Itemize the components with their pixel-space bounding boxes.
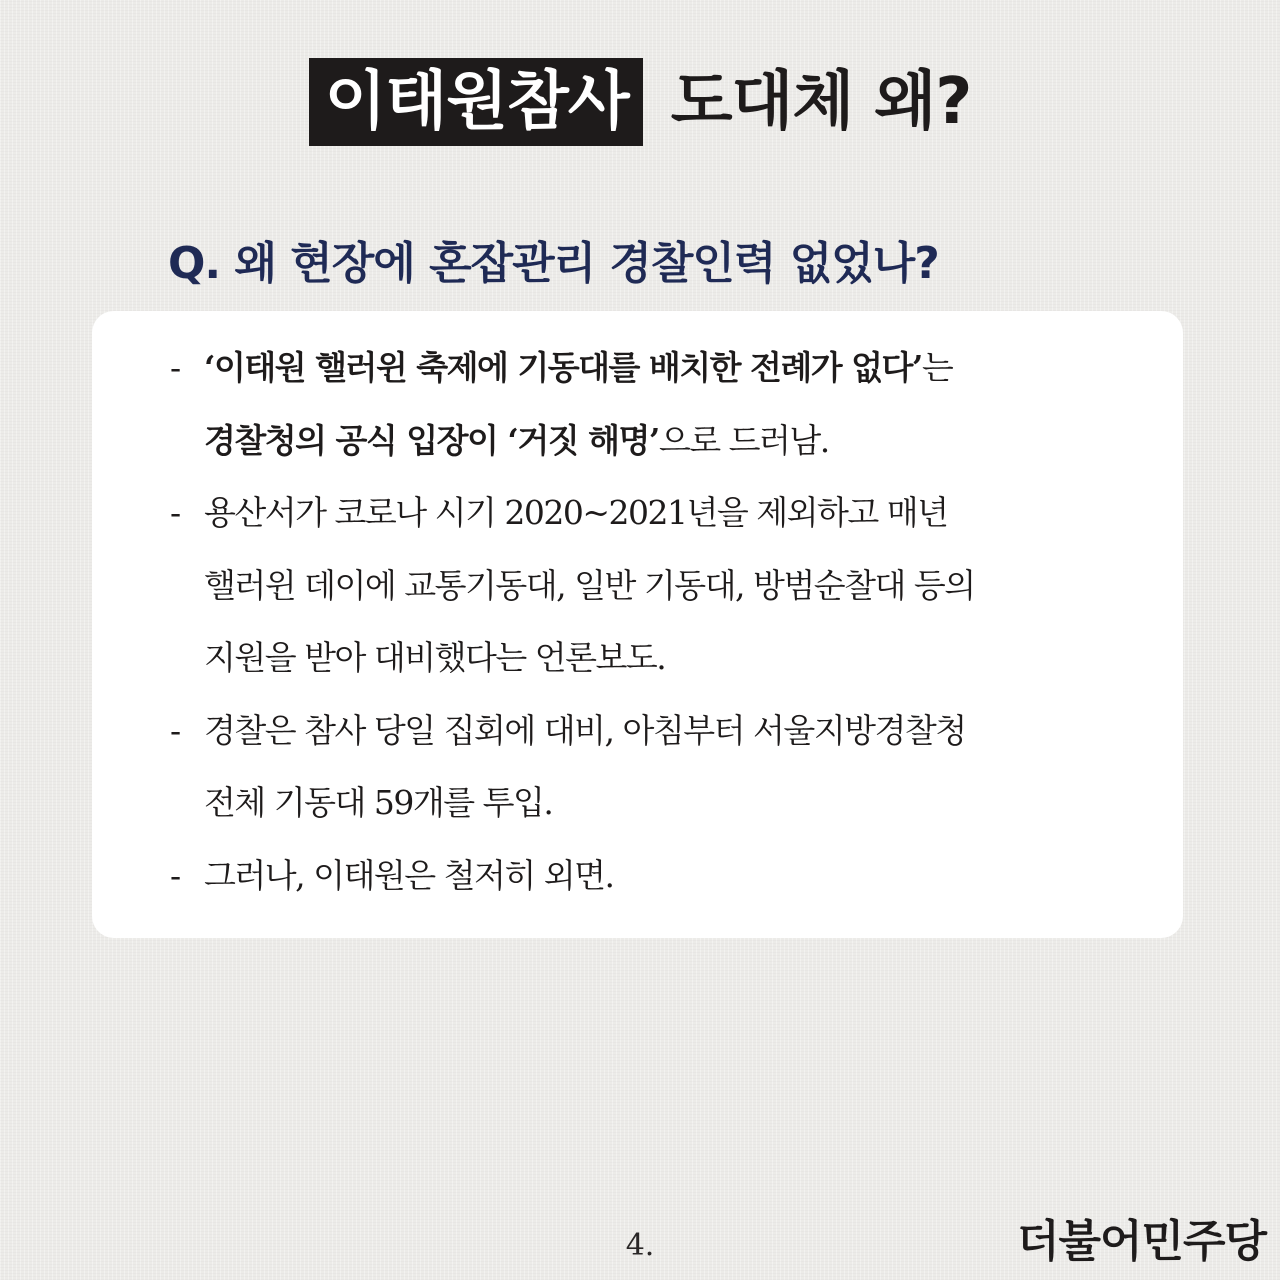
title-highlight: 이태원참사 <box>309 58 643 146</box>
list-item <box>170 332 1160 405</box>
bullet-list <box>170 332 1160 912</box>
bullet-bold-text: ‘이태원 핼러윈 축제에 기동대를 배치한 전례가 없다’ <box>204 348 922 387</box>
bullet-text <box>204 695 1160 768</box>
bullet-text <box>204 477 1160 550</box>
bullet-text <box>204 332 1160 405</box>
bullet-normal-text: 전체 기동대 59개를 투입. <box>204 783 553 822</box>
party-logo: 더불어민주당 <box>1016 1216 1266 1267</box>
question-heading: Q. 왜 현장에 혼잡관리 경찰인력 없었나? <box>168 238 939 289</box>
list-item <box>170 477 1160 550</box>
bullet-dash: - <box>170 855 180 895</box>
list-item <box>170 695 1160 768</box>
list-item <box>170 405 1160 478</box>
bullet-text <box>204 767 1160 840</box>
list-item <box>170 840 1160 913</box>
list-item <box>170 622 1160 695</box>
bullet-normal-text: 그러나, 이태원은 철저히 외면. <box>204 855 614 895</box>
list-item <box>170 767 1160 840</box>
bullet-dash: - <box>170 493 180 532</box>
bullet-dash: - <box>170 348 180 387</box>
bullet-text <box>204 550 1160 623</box>
list-item <box>170 550 1160 623</box>
bullet-text <box>204 405 1160 478</box>
bullet-normal-text: 지원을 받아 대비했다는 언론보도. <box>204 638 666 677</box>
bullet-normal-text: 핼러윈 데이에 교통기동대, 일반 기동대, 방범순찰대 등의 <box>204 565 975 605</box>
bullet-dash: - <box>170 710 180 750</box>
bullet-normal-text: 용산서가 코로나 시기 2020~2021년을 제외하고 매년 <box>204 493 948 532</box>
bullet-text <box>204 840 1160 913</box>
bullet-normal-text: 으로 드러남. <box>658 420 829 460</box>
bullet-bold-text: 경찰청의 공식 입장이 ‘거짓 해명’ <box>204 420 659 460</box>
bullet-normal-text: 는 <box>921 348 953 387</box>
title-rest: 도대체 왜? <box>670 65 972 139</box>
page-number: 4. <box>625 1228 655 1263</box>
bullet-text <box>204 622 1160 695</box>
bullet-normal-text: 경찰은 참사 당일 집회에 대비, 아침부터 서울지방경찰청 <box>204 710 966 750</box>
title-row <box>0 58 1280 146</box>
